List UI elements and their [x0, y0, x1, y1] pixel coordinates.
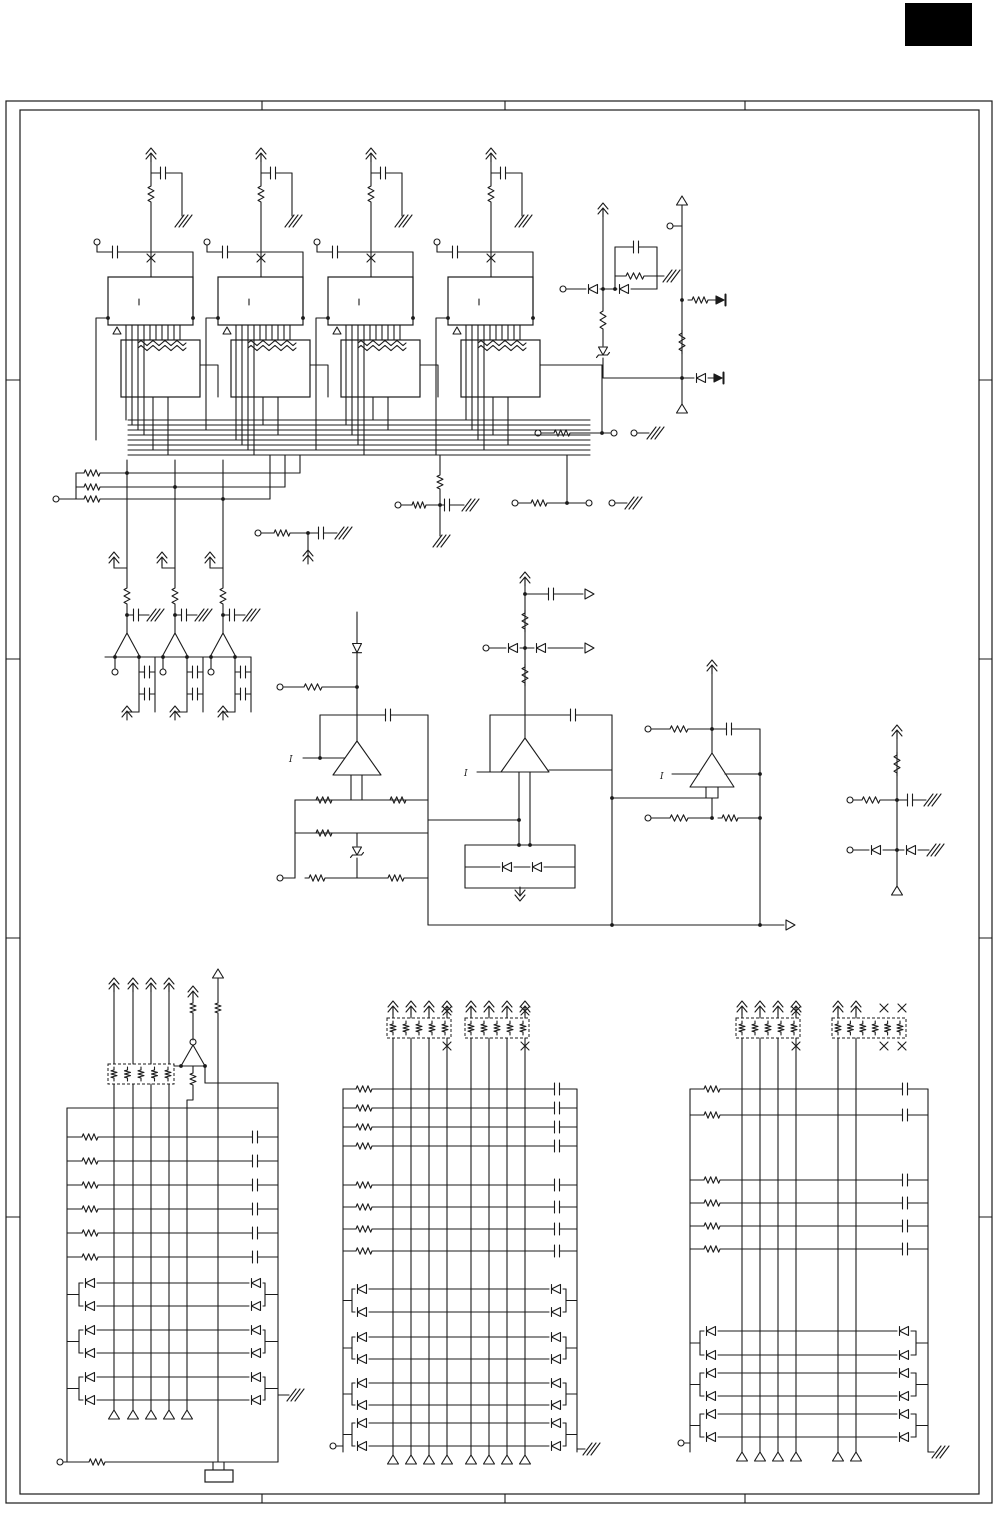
- resistor: [78, 1254, 102, 1260]
- diode: [707, 1369, 716, 1378]
- junction-dot: [680, 298, 684, 302]
- diode: [900, 1433, 909, 1442]
- diode: [358, 1285, 367, 1294]
- terminal-circle: [395, 502, 401, 508]
- capacitor: [897, 1174, 913, 1186]
- connector-triangle-icon: [128, 1410, 139, 1419]
- resistor: [408, 502, 430, 508]
- component-box: [121, 340, 200, 397]
- resistor: [220, 585, 226, 607]
- diode: [509, 644, 518, 653]
- resistor: [368, 183, 374, 205]
- resistor: [172, 585, 178, 607]
- amplifier-symbol: [690, 753, 734, 787]
- connector-triangle-icon: [786, 920, 795, 930]
- pin1-marker-icon: [333, 327, 341, 334]
- junction-dot: [191, 316, 195, 320]
- capacitor: [247, 1155, 263, 1167]
- page-corner-tab: [905, 3, 972, 46]
- component-box: [461, 340, 540, 397]
- terminal-circle: [512, 500, 518, 506]
- resistor-network: [358, 345, 406, 350]
- resistor: [300, 684, 326, 690]
- terminal-circle: [330, 1443, 336, 1449]
- connector-pin-icon: [716, 296, 724, 304]
- resistor: [437, 472, 443, 492]
- capacitor: [217, 246, 233, 258]
- diode: [503, 863, 512, 872]
- resistor: [527, 500, 551, 506]
- right-rc-diode-node: [847, 725, 944, 895]
- power-arrow-icon: [170, 706, 180, 720]
- ground-icon: [175, 215, 192, 227]
- connector-triangle-icon: [182, 1410, 193, 1419]
- capacitor: [549, 1179, 565, 1191]
- connector-triangle-icon: [791, 1452, 802, 1461]
- resistor: [688, 297, 712, 303]
- junction-dot: [613, 287, 617, 291]
- wire: [420, 365, 438, 397]
- diode: [86, 1396, 95, 1405]
- diode: [358, 1308, 367, 1317]
- capacitor: [543, 588, 559, 600]
- connector-triangle-icon: [406, 1455, 417, 1464]
- diode: [552, 1379, 561, 1388]
- diode: [552, 1333, 561, 1342]
- resistor: [85, 1459, 109, 1465]
- resistor: [384, 875, 408, 881]
- diode: [907, 846, 916, 855]
- connector-triangle-icon: [833, 1452, 844, 1461]
- key-matrix-right: [678, 1001, 949, 1461]
- diode: [252, 1396, 261, 1405]
- amplifier-symbol: [181, 1045, 205, 1066]
- diode: [707, 1351, 716, 1360]
- resistor: [148, 183, 154, 205]
- diode: [358, 1442, 367, 1451]
- diode: [358, 1401, 367, 1410]
- connector-triangle-icon: [520, 1455, 531, 1464]
- amplifier-symbol: [114, 633, 140, 657]
- capacitor: [549, 1083, 565, 1095]
- resistor: [305, 875, 329, 881]
- ground-icon: [285, 215, 302, 227]
- terminal-circle: [208, 669, 214, 675]
- connector-triangle-icon: [737, 1452, 748, 1461]
- zener-diode: [597, 347, 610, 358]
- connector-triangle-icon: [213, 969, 224, 978]
- connector-triangle-icon: [773, 1452, 784, 1461]
- diode: [589, 285, 598, 294]
- driver-ic-cell-2: [204, 148, 328, 455]
- terminal-circle: [277, 684, 283, 690]
- resistor: [488, 183, 494, 205]
- junction-dot: [600, 431, 604, 435]
- capacitor: [897, 1220, 913, 1232]
- capacitor: [897, 1197, 913, 1209]
- terminal-circle: [560, 286, 566, 292]
- connector-triangle-icon: [424, 1455, 435, 1464]
- diode: [252, 1279, 261, 1288]
- resistor: [352, 1105, 376, 1111]
- capacitor: [176, 609, 192, 621]
- wire: [310, 365, 328, 397]
- diode: [900, 1369, 909, 1378]
- wire: [187, 1088, 193, 1410]
- connector-pin-icon: [714, 374, 722, 382]
- connector-triangle-icon: [502, 1455, 513, 1464]
- diode: [552, 1401, 561, 1410]
- junction-dot: [531, 316, 535, 320]
- capacitor: [495, 167, 511, 179]
- capacitor: [897, 1243, 913, 1255]
- resistor: [352, 1204, 376, 1210]
- resistor: [312, 797, 336, 803]
- power-arrow-icon: [218, 706, 228, 720]
- no-connect-x-icon: [880, 1004, 888, 1012]
- connector-triangle-icon: [851, 1452, 862, 1461]
- diode: [900, 1410, 909, 1419]
- resistor: [700, 1112, 724, 1118]
- capacitor: [128, 609, 144, 621]
- connector-triangle-icon: [585, 589, 594, 599]
- terminal-circle: [609, 500, 615, 506]
- resistor: [190, 1070, 196, 1088]
- junction-dot: [710, 727, 714, 731]
- resistor: [600, 308, 606, 332]
- capacitor: [107, 246, 123, 258]
- resistor: [700, 1246, 724, 1252]
- resistor: [352, 1086, 376, 1092]
- component-box: [108, 277, 193, 325]
- no-connect-x-icon: [898, 1042, 906, 1050]
- no-connect-x-icon: [898, 1004, 906, 1012]
- resistor: [78, 1158, 102, 1164]
- capacitor: [549, 1223, 565, 1235]
- resistor: [666, 815, 692, 821]
- capacitor: [565, 709, 581, 721]
- oscillator-amplifier-section: [277, 572, 795, 930]
- resistor: [858, 797, 884, 803]
- terminal-circle: [314, 239, 320, 245]
- capacitor: [897, 1083, 913, 1095]
- connector-triangle-icon: [109, 1410, 120, 1419]
- diode: [86, 1373, 95, 1382]
- capacitor: [380, 709, 396, 721]
- diode: [537, 644, 546, 653]
- diode: [358, 1355, 367, 1364]
- capacitor: [549, 1102, 565, 1114]
- connector-triangle-icon: [677, 196, 688, 205]
- ground-icon: [515, 215, 532, 227]
- resistor-pack: [832, 1018, 906, 1038]
- resistor: [80, 496, 104, 502]
- resistor: [80, 484, 104, 490]
- no-connect-x-icon: [880, 1042, 888, 1050]
- component-label: I: [660, 772, 664, 782]
- pin1-marker-icon: [113, 327, 121, 334]
- resistor: [190, 1000, 196, 1016]
- connector-triangle-icon: [484, 1455, 495, 1464]
- component-box: [6, 101, 992, 1503]
- junction-dot: [301, 316, 305, 320]
- terminal-circle: [112, 669, 118, 675]
- zener-diode: [351, 847, 364, 858]
- wire: [200, 365, 218, 397]
- terminal-circle: [94, 239, 100, 245]
- capacitor: [265, 167, 281, 179]
- diode: [358, 1419, 367, 1428]
- capacitor: [327, 246, 343, 258]
- capacitor: [155, 167, 171, 179]
- connector-triangle-icon: [677, 404, 688, 413]
- diode: [900, 1327, 909, 1336]
- diode: [86, 1326, 95, 1335]
- diode: [252, 1326, 261, 1335]
- resistor: [78, 1206, 102, 1212]
- diode: [900, 1392, 909, 1401]
- terminal-circle: [57, 1459, 63, 1465]
- diode: [707, 1327, 716, 1336]
- resistor: [666, 726, 692, 732]
- component-box: [341, 340, 420, 397]
- capacitor: [439, 499, 455, 511]
- resistor: [700, 1200, 724, 1206]
- resistor: [700, 1223, 724, 1229]
- connector-triangle-icon: [892, 886, 903, 895]
- diode: [252, 1302, 261, 1311]
- capacitor: [375, 167, 391, 179]
- diode: [620, 285, 629, 294]
- component-box: [448, 277, 533, 325]
- component-label: I: [289, 755, 293, 765]
- terminal-circle: [645, 726, 651, 732]
- component-box: [328, 277, 413, 325]
- diode: [353, 644, 362, 653]
- diode: [86, 1349, 95, 1358]
- capacitor: [549, 1140, 565, 1152]
- junction-dot: [517, 843, 521, 847]
- resistor: [78, 1134, 102, 1140]
- connector-triangle-icon: [442, 1455, 453, 1464]
- capacitor: [721, 723, 737, 735]
- capacitor: [247, 1179, 263, 1191]
- terminal-circle: [204, 239, 210, 245]
- wire: [206, 318, 218, 430]
- component-box: [20, 110, 979, 1494]
- junction-dot: [411, 316, 415, 320]
- driver-ic-cell-4: [434, 148, 602, 455]
- amplifier-symbol: [501, 738, 549, 772]
- junction-dot: [758, 772, 762, 776]
- capacitor: [313, 527, 329, 539]
- resistor: [352, 1248, 376, 1254]
- component-box: [205, 1470, 233, 1482]
- resistor-network: [138, 345, 186, 350]
- diode: [872, 846, 881, 855]
- resistor: [622, 273, 648, 279]
- diode: [552, 1442, 561, 1451]
- pin1-marker-icon: [223, 327, 231, 334]
- component-box: [218, 277, 303, 325]
- terminal-circle: [611, 430, 617, 436]
- capacitor: [247, 1203, 263, 1215]
- diode: [552, 1355, 561, 1364]
- driver-ic-cell-1: [94, 148, 218, 455]
- resistor-network: [248, 345, 296, 350]
- resistor: [700, 1177, 724, 1183]
- resistor: [352, 1182, 376, 1188]
- capacitor: [549, 1201, 565, 1213]
- capacitor: [628, 241, 644, 253]
- terminal-circle: [483, 645, 489, 651]
- page-corner-tab: [905, 3, 972, 46]
- diode: [533, 863, 542, 872]
- drawing-frame: [6, 101, 992, 1503]
- diode: [552, 1419, 561, 1428]
- capacitor: [224, 609, 240, 621]
- connector-triangle-icon: [585, 643, 594, 653]
- component-label: I: [464, 769, 468, 779]
- terminal-circle: [631, 430, 637, 436]
- key-matrix-middle: [330, 1001, 600, 1464]
- diode: [86, 1302, 95, 1311]
- resistor: [718, 815, 742, 821]
- diode: [358, 1379, 367, 1388]
- interconnect-bus: [128, 420, 590, 455]
- ground-icon: [433, 535, 450, 547]
- terminal-circle: [160, 669, 166, 675]
- resistor: [352, 1143, 376, 1149]
- connector-triangle-icon: [164, 1410, 175, 1419]
- terminal-circle: [678, 1440, 684, 1446]
- driver-ic-cell-3: [314, 148, 438, 455]
- junction-dot: [758, 816, 762, 820]
- resistor: [124, 585, 130, 607]
- resistor: [352, 1124, 376, 1130]
- diode: [252, 1349, 261, 1358]
- resistor: [215, 1000, 221, 1016]
- resistor: [80, 470, 104, 476]
- resistor: [78, 1230, 102, 1236]
- resistor: [386, 797, 410, 803]
- resistor: [352, 1226, 376, 1232]
- terminal-circle: [277, 875, 283, 881]
- junction-dot: [610, 796, 614, 800]
- capacitor: [447, 246, 463, 258]
- junction-dot: [710, 816, 714, 820]
- connector-triangle-icon: [388, 1455, 399, 1464]
- capacitor: [549, 1121, 565, 1133]
- capacitor: [247, 1251, 263, 1263]
- driver-diode-network: [560, 196, 726, 413]
- capacitor: [897, 1109, 913, 1121]
- power-arrow-icon: [122, 706, 132, 720]
- diode: [707, 1433, 716, 1442]
- terminal-circle: [586, 500, 592, 506]
- terminal-circle: [847, 797, 853, 803]
- resistor-network: [478, 345, 526, 350]
- pin1-marker-icon: [453, 327, 461, 334]
- connector-triangle-icon: [146, 1410, 157, 1419]
- diode: [86, 1279, 95, 1288]
- diode: [707, 1410, 716, 1419]
- resistor: [258, 183, 264, 205]
- resistor: [700, 1086, 724, 1092]
- ground-icon: [395, 215, 412, 227]
- diode: [552, 1285, 561, 1294]
- terminal-circle: [847, 847, 853, 853]
- diode: [358, 1333, 367, 1342]
- diode: [252, 1373, 261, 1382]
- diode: [900, 1351, 909, 1360]
- connector-triangle-icon: [466, 1455, 477, 1464]
- key-matrix-left: [57, 969, 304, 1482]
- wire: [96, 318, 108, 440]
- component-box: [231, 340, 310, 397]
- resistor: [312, 830, 336, 836]
- diode: [552, 1308, 561, 1317]
- diode: [707, 1392, 716, 1401]
- ground-icon: [663, 270, 680, 282]
- diode: [697, 374, 706, 383]
- resistor: [78, 1182, 102, 1188]
- terminal-circle: [434, 239, 440, 245]
- input-resistor-trio: [53, 455, 300, 502]
- amplifier-symbol: [210, 633, 236, 657]
- terminal-circle: [255, 530, 261, 536]
- capacitor: [247, 1131, 263, 1143]
- amplifier-symbol: [162, 633, 188, 657]
- junction-dot: [528, 843, 532, 847]
- terminal-circle: [667, 223, 673, 229]
- terminal-circle: [645, 815, 651, 821]
- resistor: [270, 530, 294, 536]
- power-arrow-icon: [515, 887, 525, 901]
- connector-triangle-icon: [755, 1452, 766, 1461]
- capacitor: [902, 794, 918, 806]
- terminal-circle: [53, 496, 59, 502]
- capacitor: [247, 1227, 263, 1239]
- capacitor: [549, 1245, 565, 1257]
